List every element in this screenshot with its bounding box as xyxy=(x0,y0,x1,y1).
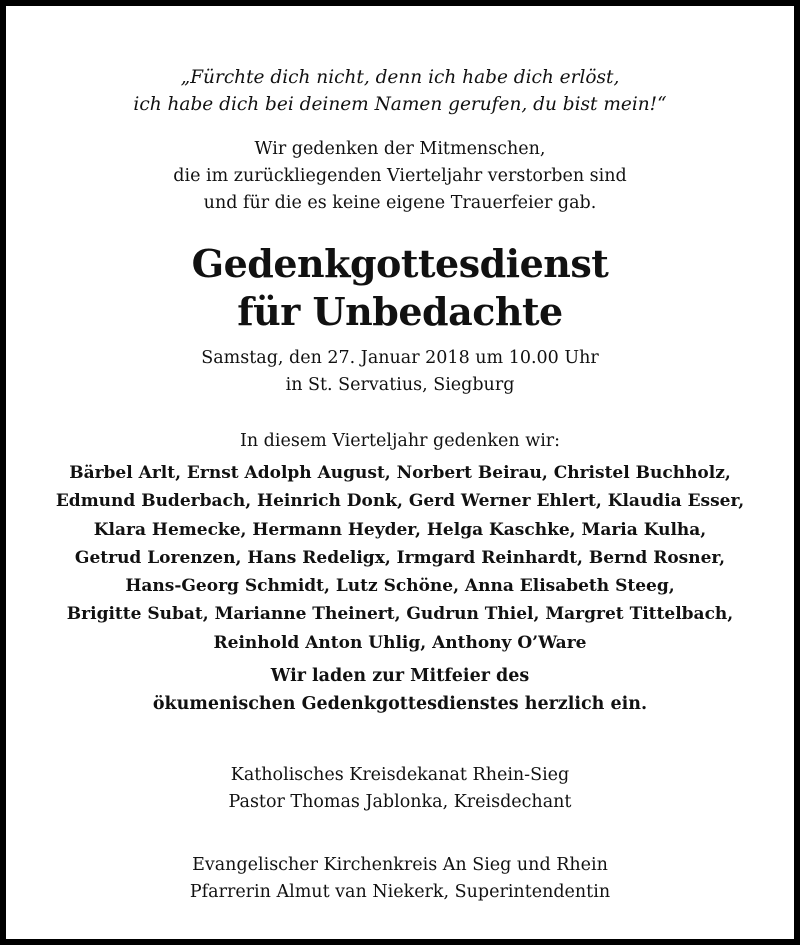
signatory-person: Pastor Thomas Jablonka, Kreisdechant xyxy=(228,792,572,812)
invitation-line: Wir laden zur Mitfeier des xyxy=(270,666,530,686)
intro-line: Wir gedenken der Mitmenschen, xyxy=(254,139,546,159)
quote-line: „Fürchte dich nicht, denn ich habe dich erlöst, xyxy=(180,67,620,88)
signatory-protestant xyxy=(6,852,794,906)
title-line: Gedenkgottesdienst xyxy=(191,241,609,286)
invitation xyxy=(6,662,794,718)
event-datetime: Samstag, den 27. Januar 2018 um 10.00 Uhr xyxy=(201,348,599,368)
event-location: in St. Servatius, Siegburg xyxy=(285,375,515,395)
signatory-organization: Evangelischer Kirchenkreis An Sieg und Rhein xyxy=(192,855,608,875)
names-line: Edmund Buderbach, Heinrich Donk, Gerd Werner Ehlert, Klaudia Esser, xyxy=(55,491,745,512)
names-list xyxy=(6,459,794,657)
invitation-line: ökumenischen Gedenkgottesdienstes herzlich ein. xyxy=(152,694,648,714)
names-lead-text: In diesem Vierteljahr gedenken wir: xyxy=(239,431,561,451)
bible-quote xyxy=(6,64,794,118)
names-line: Reinhold Anton Uhlig, Anthony O’Ware xyxy=(213,632,587,653)
intro-line: die im zurückliegenden Vierteljahr verstorben sind xyxy=(173,166,627,186)
names-line: Brigitte Subat, Marianne Theinert, Gudrun Thiel, Margret Tittelbach, xyxy=(66,604,734,625)
names-line: Bärbel Arlt, Ernst Adolph August, Norbert Beirau, Christel Buchholz, xyxy=(69,463,731,483)
names-line: Klara Hemecke, Hermann Heyder, Helga Kaschke, Maria Kulha, xyxy=(93,519,707,540)
quote-line: ich habe dich bei deinem Namen gerufen, du bist mein!“ xyxy=(133,94,667,115)
names-line: Getrud Lorenzen, Hans Redeligx, Irmgard Reinhardt, Bernd Rosner, xyxy=(74,547,726,568)
event-details xyxy=(6,345,794,399)
title-line: für Unbedachte xyxy=(237,289,563,334)
signatory-organization: Katholisches Kreisdekanat Rhein-Sieg xyxy=(230,765,570,785)
names-lead xyxy=(6,428,794,455)
intro-line: und für die es keine eigene Trauerfeier gab. xyxy=(203,193,597,213)
signatory-catholic xyxy=(6,762,794,816)
intro-text xyxy=(6,136,794,217)
names-line: Hans-Georg Schmidt, Lutz Schöne, Anna Elisabeth Steeg, xyxy=(125,576,675,597)
signatory-person: Pfarrerin Almut van Niekerk, Superintendentin xyxy=(189,882,611,902)
notice-title xyxy=(6,240,794,336)
